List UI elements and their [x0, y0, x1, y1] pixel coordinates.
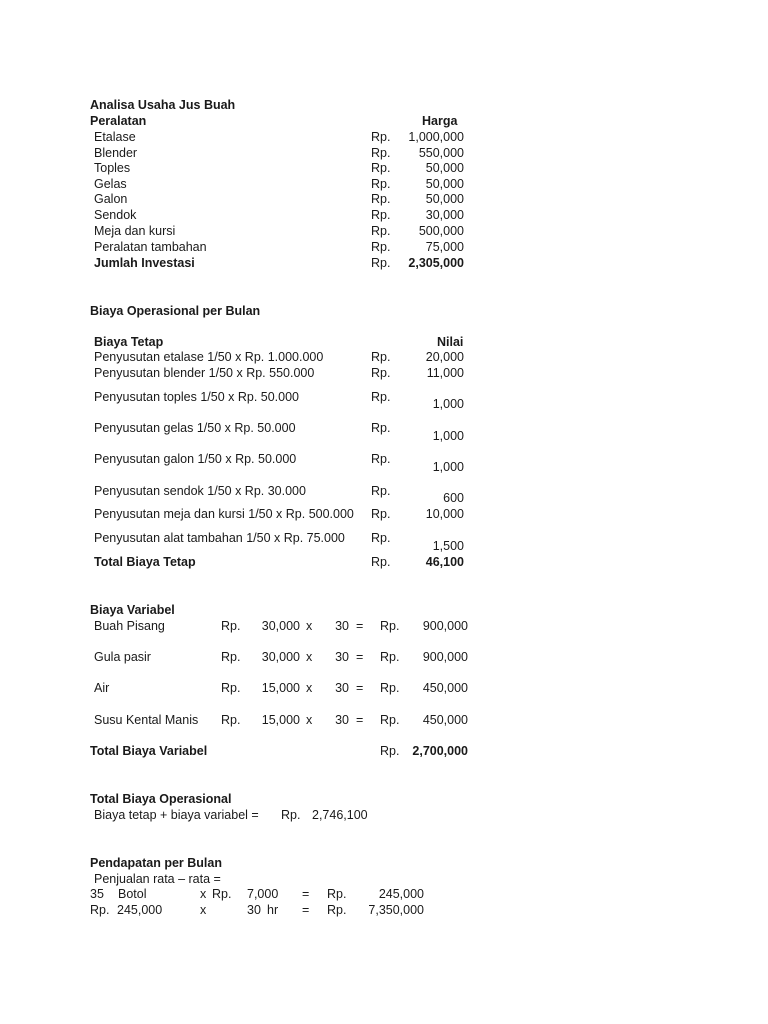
item-currency: Rp. — [221, 650, 241, 664]
item-name: Penyusutan gelas 1/50 x Rp. 50.000 — [94, 421, 296, 435]
item-currency: Rp. — [371, 224, 391, 238]
total-currency: Rp. — [371, 256, 391, 270]
item-name: Gelas — [94, 177, 127, 191]
col-currency2: Rp. — [327, 887, 347, 901]
item-name: Penyusutan meja dan kursi 1/50 x Rp. 500.000 — [94, 507, 354, 521]
item-times: x — [306, 619, 313, 633]
item-value: 550,000 — [418, 146, 464, 160]
item-currency: Rp. — [371, 421, 391, 435]
item-currency: Rp. — [371, 161, 391, 175]
item-value: 30,000 — [425, 208, 464, 222]
item-currency: Rp. — [371, 350, 391, 364]
item-equals: = — [356, 681, 364, 695]
item-name: Penyusutan galon 1/50 x Rp. 50.000 — [94, 452, 297, 466]
item-currency: Rp. — [371, 177, 391, 191]
item-currency: Rp. — [371, 240, 391, 254]
item-value: 50,000 — [425, 161, 464, 175]
col-days: 30 — [247, 903, 261, 917]
item-name: Penyusutan alat tambahan 1/50 x Rp. 75.000 — [94, 531, 345, 545]
item-price: 30,000 — [261, 650, 300, 664]
col-currency: Rp. — [212, 887, 232, 901]
col-equals: = — [302, 887, 310, 901]
item-value: 11,000 — [426, 366, 464, 380]
total-currency: Rp. — [380, 744, 400, 758]
item-qty: 30 — [335, 681, 349, 695]
item-value: 10,000 — [425, 507, 464, 521]
document-title: Analisa Usaha Jus Buah — [90, 98, 236, 112]
biaya-tetap-header: Biaya Tetap — [94, 335, 164, 349]
item-times: x — [306, 713, 313, 727]
col-currency: Rp. — [90, 903, 110, 917]
item-name: Galon — [94, 192, 128, 206]
item-total: 450,000 — [422, 681, 468, 695]
item-value: 500,000 — [418, 224, 464, 238]
item-currency: Rp. — [221, 619, 241, 633]
col-currency2: Rp. — [327, 903, 347, 917]
col-unit: Botol — [118, 887, 147, 901]
item-value: 20,000 — [425, 350, 464, 364]
item-value: 1,000 — [432, 460, 464, 474]
item-name: Buah Pisang — [94, 619, 165, 633]
col-amount: 245,000 — [117, 903, 163, 917]
col-equals: = — [302, 903, 310, 917]
item-name: Penyusutan sendok 1/50 x Rp. 30.000 — [94, 484, 306, 498]
total-operasional-formula: Biaya tetap + biaya variabel = — [94, 808, 259, 822]
item-value: 1,000,000 — [408, 130, 464, 144]
col-price: 7,000 — [247, 887, 279, 901]
item-total: 450,000 — [422, 713, 468, 727]
item-currency: Rp. — [371, 146, 391, 160]
item-name: Etalase — [94, 130, 136, 144]
col-total: 7,350,000 — [368, 903, 424, 917]
col-days-unit: hr — [267, 903, 279, 917]
item-name: Blender — [94, 146, 138, 160]
item-total: 900,000 — [422, 619, 468, 633]
harga-header: Harga — [422, 114, 458, 128]
item-name: Toples — [94, 161, 131, 175]
item-value: 50,000 — [425, 177, 464, 191]
item-currency2: Rp. — [380, 713, 400, 727]
col-qty: 35 — [90, 887, 104, 901]
item-price: 15,000 — [261, 681, 300, 695]
item-value: 75,000 — [425, 240, 464, 254]
item-value: 1,000 — [432, 397, 464, 411]
variabel-header: Biaya Variabel — [90, 603, 175, 617]
item-currency: Rp. — [371, 192, 391, 206]
item-times: x — [306, 650, 313, 664]
total-value: 2,305,000 — [408, 256, 464, 270]
total-label: Total Biaya Tetap — [94, 555, 196, 569]
item-name: Susu Kental Manis — [94, 713, 199, 727]
item-equals: = — [356, 650, 364, 664]
item-price: 30,000 — [261, 619, 300, 633]
item-value: 50,000 — [425, 192, 464, 206]
item-currency: Rp. — [371, 208, 391, 222]
item-name: Penyusutan toples 1/50 x Rp. 50.000 — [94, 390, 300, 404]
item-price: 15,000 — [261, 713, 300, 727]
item-currency2: Rp. — [380, 650, 400, 664]
item-value: 600 — [443, 491, 464, 505]
item-currency2: Rp. — [380, 681, 400, 695]
total-value: 2,700,000 — [412, 744, 468, 758]
item-equals: = — [356, 713, 364, 727]
item-name: Penyusutan etalase 1/50 x Rp. 1.000.000 — [94, 350, 324, 364]
item-currency: Rp. — [371, 366, 391, 380]
item-name: Gula pasir — [94, 650, 151, 664]
item-total: 900,000 — [422, 650, 468, 664]
item-currency: Rp. — [371, 452, 391, 466]
total-operasional-currency: Rp. — [281, 808, 301, 822]
item-value: 1,000 — [432, 429, 464, 443]
item-name: Sendok — [94, 208, 137, 222]
item-qty: 30 — [335, 650, 349, 664]
item-currency: Rp. — [371, 507, 391, 521]
item-name: Peralatan tambahan — [94, 240, 207, 254]
item-name: Air — [94, 681, 110, 695]
item-name: Penyusutan blender 1/50 x Rp. 550.000 — [94, 366, 315, 380]
total-operasional-value: 2,746,100 — [312, 808, 368, 822]
item-currency: Rp. — [221, 713, 241, 727]
item-currency: Rp. — [371, 484, 391, 498]
operasional-header: Biaya Operasional per Bulan — [90, 304, 261, 318]
total-currency: Rp. — [371, 555, 391, 569]
pendapatan-subheader: Penjualan rata – rata = — [94, 872, 221, 886]
item-qty: 30 — [335, 713, 349, 727]
total-label: Jumlah Investasi — [94, 256, 195, 270]
item-times: x — [306, 681, 313, 695]
item-qty: 30 — [335, 619, 349, 633]
item-value: 1,500 — [432, 539, 464, 553]
pendapatan-header: Pendapatan per Bulan — [90, 856, 222, 870]
peralatan-header: Peralatan — [90, 114, 147, 128]
total-label: Total Biaya Variabel — [90, 744, 208, 758]
col-total: 245,000 — [378, 887, 424, 901]
col-times: x — [200, 903, 207, 917]
col-times: x — [200, 887, 207, 901]
item-currency: Rp. — [371, 390, 391, 404]
item-currency: Rp. — [221, 681, 241, 695]
total-value: 46,100 — [425, 555, 464, 569]
item-currency2: Rp. — [380, 619, 400, 633]
nilai-header: Nilai — [437, 335, 464, 349]
item-currency: Rp. — [371, 531, 391, 545]
item-currency: Rp. — [371, 130, 391, 144]
item-equals: = — [356, 619, 364, 633]
total-operasional-header: Total Biaya Operasional — [90, 792, 232, 806]
item-name: Meja dan kursi — [94, 224, 176, 238]
